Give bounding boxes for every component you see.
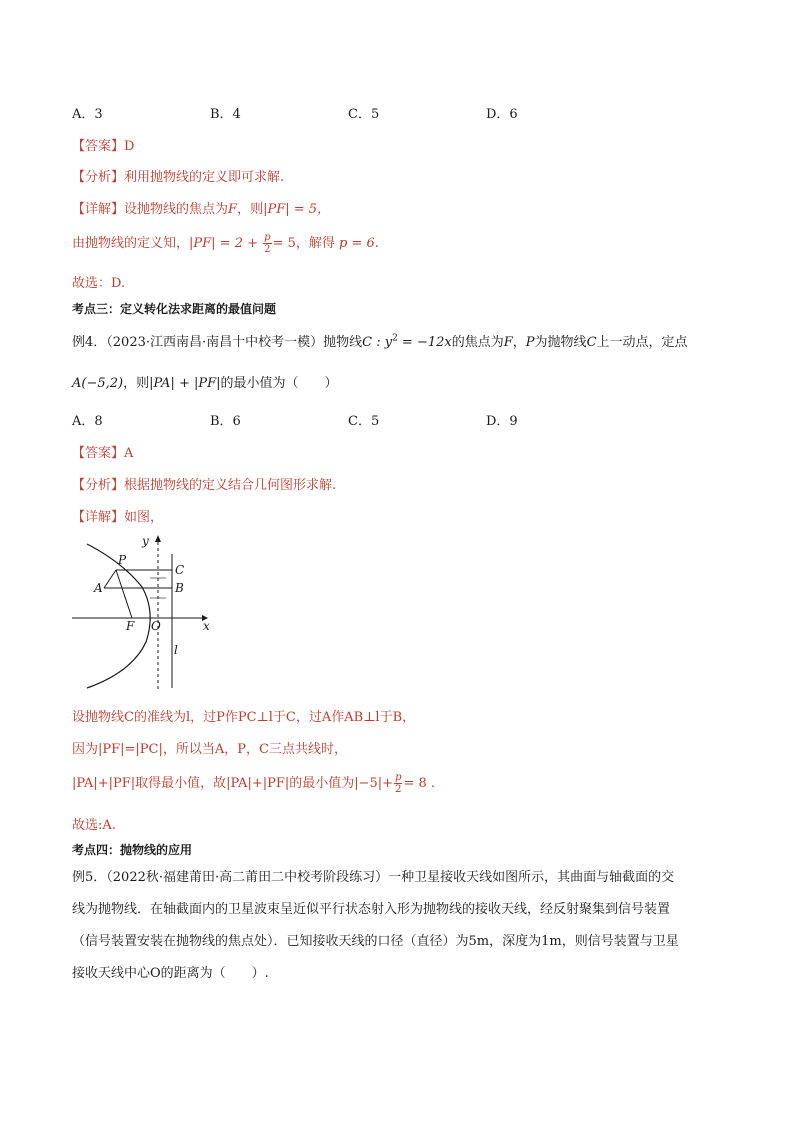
q4-choose-line: 故选:A.: [72, 818, 116, 833]
q5-line-2: 线为抛物线．在轴截面内的卫星波束呈近似平行状态射入形为抛物线的接收天线，经反射聚集到信号装置: [72, 902, 671, 917]
q5-line-4: 接收天线中心O的距离为（ ）.: [72, 966, 269, 981]
frac-den: 2: [264, 244, 271, 255]
detail-then: ，则: [237, 202, 264, 217]
option-b: B．4: [210, 107, 241, 122]
label-f: F: [126, 619, 135, 633]
answer-line: [72, 135, 134, 154]
q4-answer-line: [72, 442, 133, 461]
q4-parabola-lhs: C : y: [362, 335, 393, 350]
detail-2-period: .: [374, 236, 379, 251]
q4-solution-3-result: = 8 .: [403, 776, 436, 791]
detail-tag: 【详解】: [72, 202, 125, 217]
q4-analysis-line: [72, 474, 336, 493]
q4-then: ，则: [123, 376, 150, 391]
q4-stem-line-1: 例4．（2023·江西南昌·南昌十中校考一模）抛物线C : $y^2 = -12x$的焦点为F，P为抛物线C上一动点，定点: [72, 333, 688, 350]
q4-curve-c: C: [586, 335, 597, 350]
q4-detail-text: 如图，: [124, 510, 164, 525]
frac-num: p: [264, 232, 271, 243]
choose-line: 故选：D.: [72, 276, 126, 291]
q4-stem-text: 例4．（2023·江西南昌·南昌十中校考一模）抛物线: [72, 335, 363, 350]
detail-eq: |PF| = 5，: [263, 202, 331, 217]
q4-option-b: B．6: [210, 414, 241, 429]
analysis-line: [72, 166, 284, 185]
section-heading-3: 考点三：定义转化法求距离的最值问题: [72, 302, 277, 316]
detail-2-solve: = 5，解得: [272, 236, 335, 251]
q4-solution-line-3: [72, 772, 435, 795]
segment-pf: [116, 570, 132, 618]
q4-minimum: 的最小值为（ ）: [220, 376, 338, 391]
detail-line-2: [72, 232, 379, 255]
q4-focus-text: 的焦点为: [451, 335, 504, 350]
q5-line-1: 例5．（2022秋·福建莆田·高二莆田二中校考阶段练习）一种卫星接收天线如图所示，其曲面与轴截面的交: [72, 870, 675, 885]
detail-2-result: p = 6: [338, 236, 375, 251]
q4-detail-line: [72, 506, 163, 525]
answer-value: D: [124, 139, 135, 154]
q4-answer-tag: 【答案】: [72, 446, 125, 461]
detail-line: [72, 198, 330, 217]
q4-point-a: A(−5,2): [72, 376, 124, 391]
q5-line-3: （信号装置安装在抛物线的焦点处）．已知接收天线的口径（直径）为5m，深度为1m，则信号装置与卫星: [72, 934, 679, 949]
segment-pa: [104, 570, 116, 588]
label-b: B: [175, 581, 184, 595]
q4-frac-den: 2: [395, 784, 402, 795]
label-o: O: [151, 619, 161, 633]
y-axis-arrow-icon: [155, 535, 161, 542]
answer-tag: 【答案】: [72, 139, 125, 154]
q4-point-p: P: [525, 335, 535, 350]
q4-option-c: C．5: [348, 414, 380, 429]
detail-2-eq: |PF| = 2 +: [189, 236, 258, 251]
q4-parabola-rhs: = −12x: [397, 335, 452, 350]
q4-answer-value: A: [124, 446, 134, 461]
fraction-p-over-2: [263, 232, 271, 255]
label-x: x: [203, 619, 210, 633]
label-c: C: [175, 563, 185, 577]
q4-analysis-text: 根据抛物线的定义结合几何图形求解.: [124, 478, 337, 493]
analysis-text: 利用抛物线的定义即可求解.: [124, 170, 285, 185]
label-a: A: [94, 581, 103, 595]
label-y: y: [142, 534, 149, 548]
q4-solution-line-1: 设抛物线C的准线为l，过P作PC⊥l于C，过A作AB⊥l于B，: [72, 710, 416, 725]
label-l: l: [174, 643, 178, 657]
detail-text: 设抛物线的焦点为: [124, 202, 229, 217]
q4-option-d: D．9: [486, 414, 518, 429]
q4-option-a: A．8: [72, 414, 103, 429]
q4-solution-line-2: 因为|PF|=|PC|，所以当A，P，C三点共线时，: [72, 742, 347, 757]
section-heading-4: 考点四：抛物线的应用: [72, 843, 193, 857]
q4-fraction-p-over-2: [394, 772, 402, 795]
q4-detail-tag: 【详解】: [72, 510, 125, 525]
q4-solution-3-text: |PA|+|PF|取得最小值，故|PA|+|PF|的最小值为|−5|+: [72, 776, 394, 791]
q4-fixed-point: 上一动点，定点: [596, 335, 688, 350]
q4-focus-f: F: [503, 335, 513, 350]
detail-2-text: 由抛物线的定义知，: [72, 236, 190, 251]
q4-comma: ，: [512, 335, 526, 350]
option-d: D．6: [486, 107, 518, 122]
detail-focus: F: [228, 202, 238, 217]
q4-frac-num: p: [395, 772, 402, 783]
option-a: A．3: [72, 107, 103, 122]
q4-expression: |PA| + |PF|: [149, 376, 221, 391]
q4-stem-line-2: [72, 372, 338, 391]
analysis-tag: 【分析】: [72, 170, 125, 185]
q4-analysis-tag: 【分析】: [72, 478, 125, 493]
parabola-figure: [72, 532, 222, 694]
q4-on-parabola: 为抛物线: [534, 335, 587, 350]
label-p: P: [118, 553, 127, 567]
option-c: C．5: [348, 107, 380, 122]
